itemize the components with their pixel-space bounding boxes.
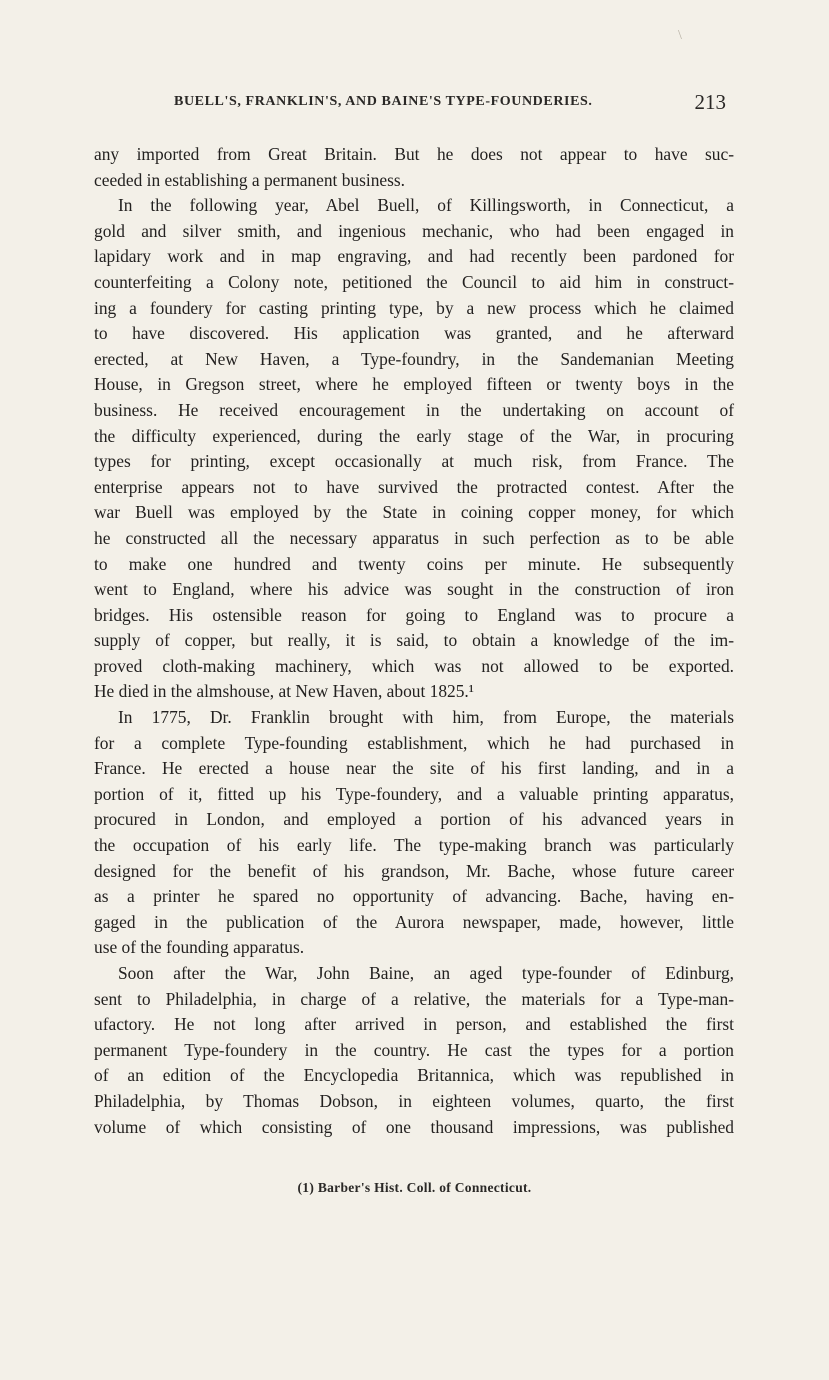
text-line: ufactory. He not long after arrived in person, and established the first [94,1014,734,1035]
text-line: war Buell was employed by the State in coining copper money, for which [94,502,734,523]
text-line: proved cloth-making machinery, which was not allowed to be exported. [94,655,734,676]
text-line: erected, at New Haven, a Type-foundry, in the Sandemanian Meeting [94,348,734,369]
text-line: gaged in the publication of the Aurora newspaper, made, however, little [94,911,734,932]
text-line: types for printing, except occasionally at much risk, from France. The [94,451,734,472]
text-line: volume of which consisting of one thousand impressions, was published [94,1116,734,1137]
text-line: went to England, where his advice was sought in the construction of iron [94,579,734,600]
text-line: use of the founding apparatus. [94,937,305,958]
text-line: business. He received encouragement in the undertaking on account of [94,399,734,420]
text-line: bridges. His ostensible reason for going to England was to procure a [94,604,734,625]
paper-speck: \ [678,28,682,43]
text-line: of an edition of the Encyclopedia Britannica, which was republished in [94,1065,734,1086]
text-line: In the following year, Abel Buell, of Killingsworth, in Connecticut, a [118,195,734,216]
text-line: lapidary work and in map engraving, and had recently been pardoned for [94,246,734,267]
text-line: enterprise appears not to have survived the protracted contest. After the [94,476,734,497]
text-line: Philadelphia, by Thomas Dobson, in eighteen volumes, quarto, the first [94,1090,734,1111]
text-line: sent to Philadelphia, in charge of a relative, the materials for a Type-man- [94,988,734,1009]
body-text [94,142,734,1140]
text-line: designed for the benefit of his grandson, Mr. Bache, whose future career [94,860,734,881]
text-line: gold and silver smith, and ingenious mechanic, who had been engaged in [94,220,734,241]
text-line: Soon after the War, John Baine, an aged type-founder of Edinburg, [118,963,734,983]
running-title: BUELL'S, FRANKLIN'S, AND BAINE'S TYPE-FOUNDERIES. [174,94,593,109]
text-line: He died in the almshouse, at New Haven, about 1825.¹ [94,681,474,702]
footnote: (1) Barber's Hist. Coll. of Connecticut. [297,1180,532,1195]
text-line: counterfeiting a Colony note, petitioned the Council to aid him in construct- [94,271,734,292]
text-line: any imported from Great Britain. But he does not appear to have suc- [94,144,734,164]
text-line: ing a foundery for casting printing type, by a new process which he claimed [94,297,734,318]
text-line: for a complete Type-founding establishment, which he had purchased in [94,732,734,753]
text-line: he constructed all the necessary apparatus in such perfection as to be able [94,527,734,548]
running-head [94,92,734,120]
text-line: supply of copper, but really, it is said, to obtain a knowledge of the im- [94,630,734,651]
text-line: procured in London, and employed a portion of his advanced years in [94,809,734,830]
text-line: permanent Type-foundery in the country. He cast the types for a portion [94,1039,734,1060]
text-line: the difficulty experienced, during the early stage of the War, in procuring [94,425,734,446]
text-line: as a printer he spared no opportunity of advancing. Bache, having en- [94,886,734,907]
text-line: In 1775, Dr. Franklin brought with him, from Europe, the materials [118,707,734,728]
text-line: to make one hundred and twenty coins per minute. He subsequently [94,553,734,574]
text-line: ceeded in establishing a permanent business. [94,169,406,190]
text-line: the occupation of his early life. The type-making branch was particularly [94,835,734,856]
text-line: France. He erected a house near the site of his first landing, and in a [94,758,734,779]
text-line: portion of it, fitted up his Type-foundery, and a valuable printing apparatus, [94,783,734,804]
page-number: 213 [694,90,726,114]
text-line: House, in Gregson street, where he employed fifteen or twenty boys in the [94,374,734,395]
text-line: to have discovered. His application was granted, and he afterward [94,323,734,344]
